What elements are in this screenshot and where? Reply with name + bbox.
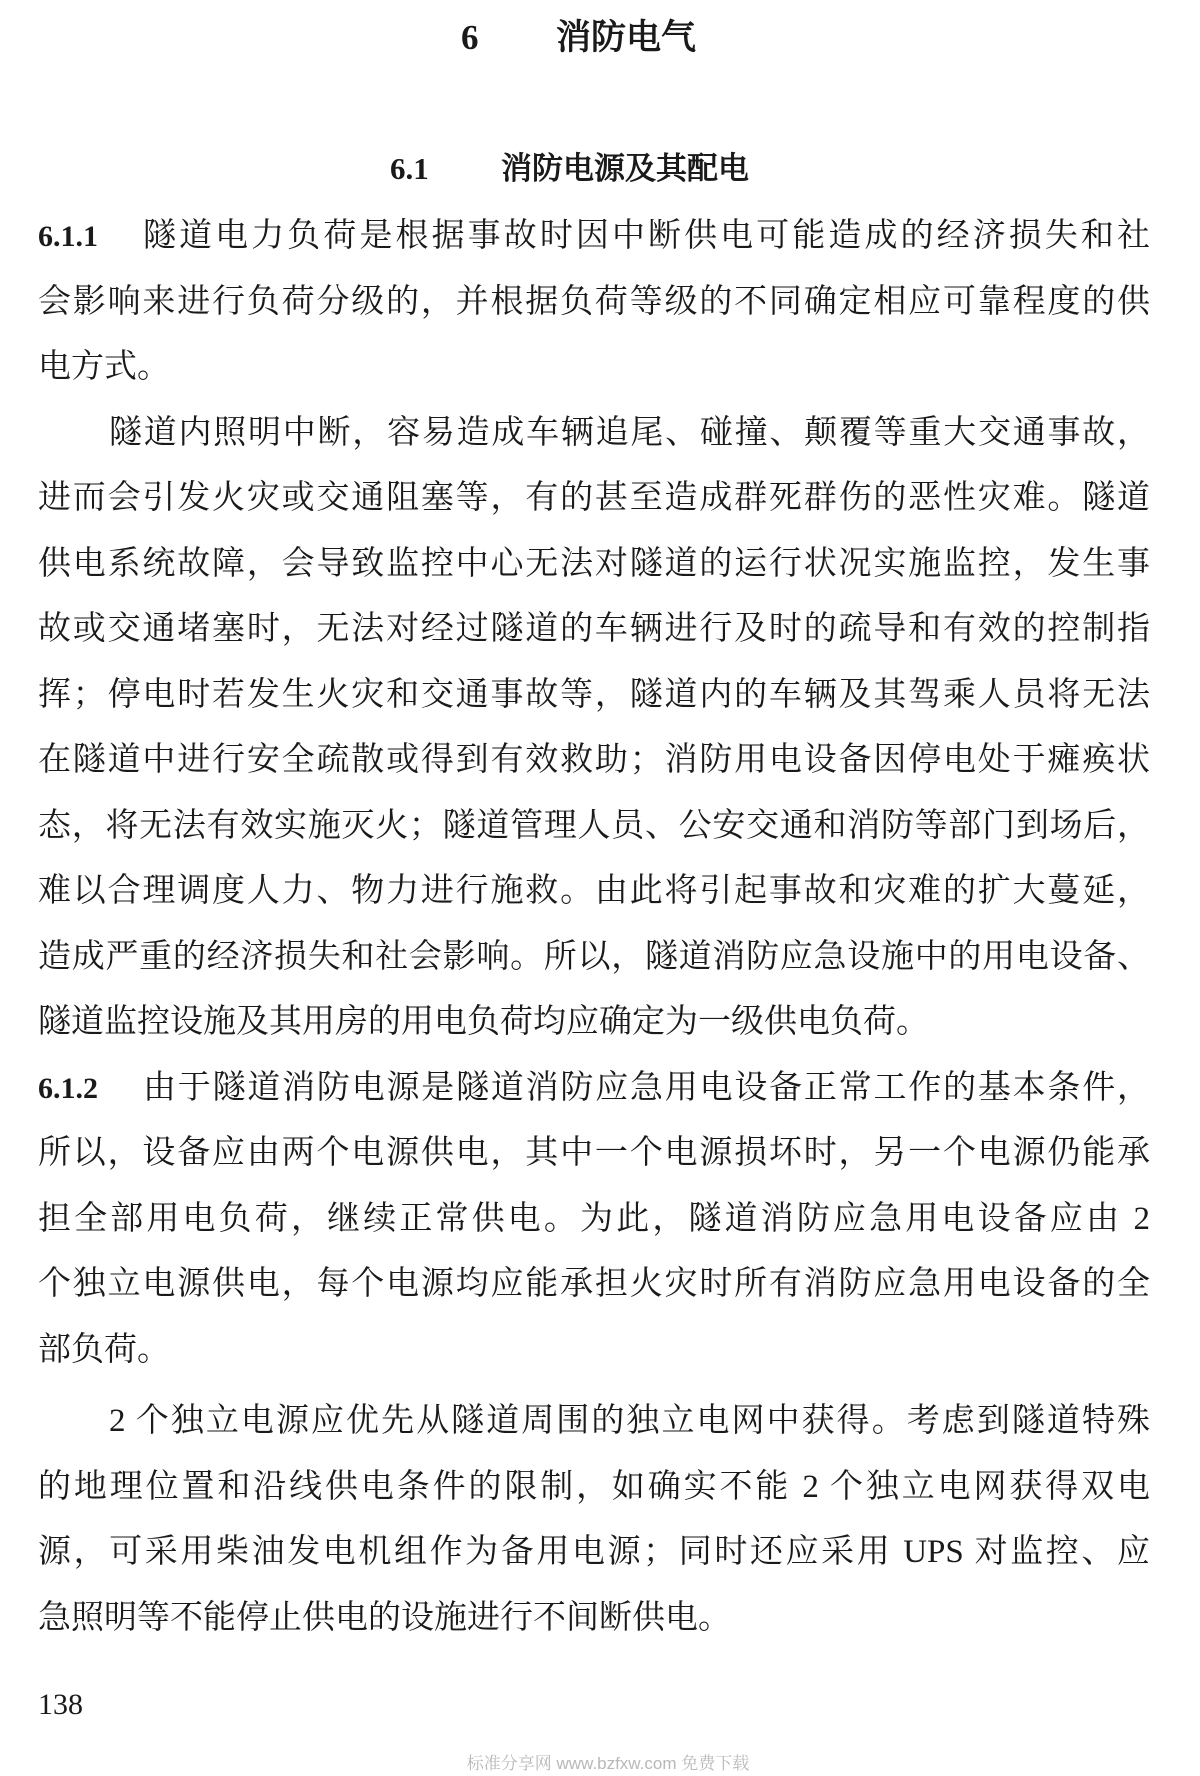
clause-number: 6.1.2 <box>38 1071 98 1105</box>
section-title: 消防电源及其配电 <box>501 151 749 186</box>
text-line: 隧道监控设施及其用房的用电负荷均应确定为一级供电负荷。 <box>38 1004 929 1040</box>
text-line: 的地理位置和沿线供电条件的限制，如确实不能 2 个独立电网获得双电 <box>38 1468 1150 1505</box>
text-line: 由于隧道消防电源是隧道消防应急用电设备正常工作的基本条件， <box>143 1069 1150 1106</box>
chapter-title: 消防电气 <box>556 18 697 57</box>
clause-number: 6.1.1 <box>38 220 98 253</box>
text-line: 难以合理调度人力、物力进行施救。由此将引起事故和灾难的扩大蔓延， <box>38 873 1150 909</box>
body-text <box>38 204 1150 1651</box>
page-number: 138 <box>38 1688 83 1721</box>
text-line: 造成严重的经济损失和社会影响。所以，隧道消防应急设施中的用电设备、 <box>38 938 1150 975</box>
text-line: 部负荷。 <box>38 1331 170 1368</box>
text-line: 挥；停电时若发生火灾和交通事故等，隧道内的车辆及其驾乘人员将无法 <box>38 676 1150 713</box>
text-line: 电方式。 <box>38 349 170 385</box>
text-line: 急照明等不能停止供电的设施进行不间断供电。 <box>38 1599 731 1636</box>
clause-6-1-2-line <box>38 1056 1150 1122</box>
text-line: 个独立电源供电，每个电源均应能承担火灾时所有消防应急用电设备的全 <box>38 1266 1150 1302</box>
text-line: 隧道内照明中断，容易造成车辆追尾、碰撞、颠覆等重大交通事故， <box>109 414 1150 451</box>
watermark: 标准分享网 www.bzfxw.com 免费下载 <box>466 1754 750 1773</box>
text-line: 态，将无法有效实施灭火；隧道管理人员、公安交通和消防等部门到场后， <box>38 807 1150 844</box>
text-line: 进而会引发火灾或交通阻塞等，有的甚至造成群死群伤的恶性灾难。隧道 <box>38 480 1150 516</box>
text-line: 所以，设备应由两个电源供电，其中一个电源损坏时，另一个电源仍能承 <box>38 1135 1150 1171</box>
text-line: 源，可采用柴油发电机组作为备用电源；同时还应采用 UPS 对监控、应 <box>38 1534 1150 1570</box>
clause-6-1-1-line <box>38 204 1150 270</box>
text-line: 故或交通堵塞时，无法对经过隧道的车辆进行及时的疏导和有效的控制指 <box>38 611 1150 647</box>
section-number: 6.1 <box>390 151 429 186</box>
text-line: 2 个独立电源应优先从隧道周围的独立电网中获得。考虑到隧道特殊 <box>109 1403 1150 1439</box>
text-line: 担全部用电负荷，继续正常供电。为此，隧道消防应急用电设备应由 2 <box>38 1200 1150 1237</box>
text-line: 会影响来进行负荷分级的，并根据负荷等级的不同确定相应可靠程度的供 <box>38 283 1150 320</box>
chapter-number: 6 <box>461 18 479 57</box>
text-line: 在隧道中进行安全疏散或得到有效救助；消防用电设备因停电处于瘫痪状 <box>38 742 1150 778</box>
text-line: 隧道电力负荷是根据事故时因中断供电可能造成的经济损失和社 <box>143 218 1150 254</box>
text-line: 供电系统故障，会导致监控中心无法对隧道的运行状况实施监控，发生事 <box>38 545 1150 582</box>
